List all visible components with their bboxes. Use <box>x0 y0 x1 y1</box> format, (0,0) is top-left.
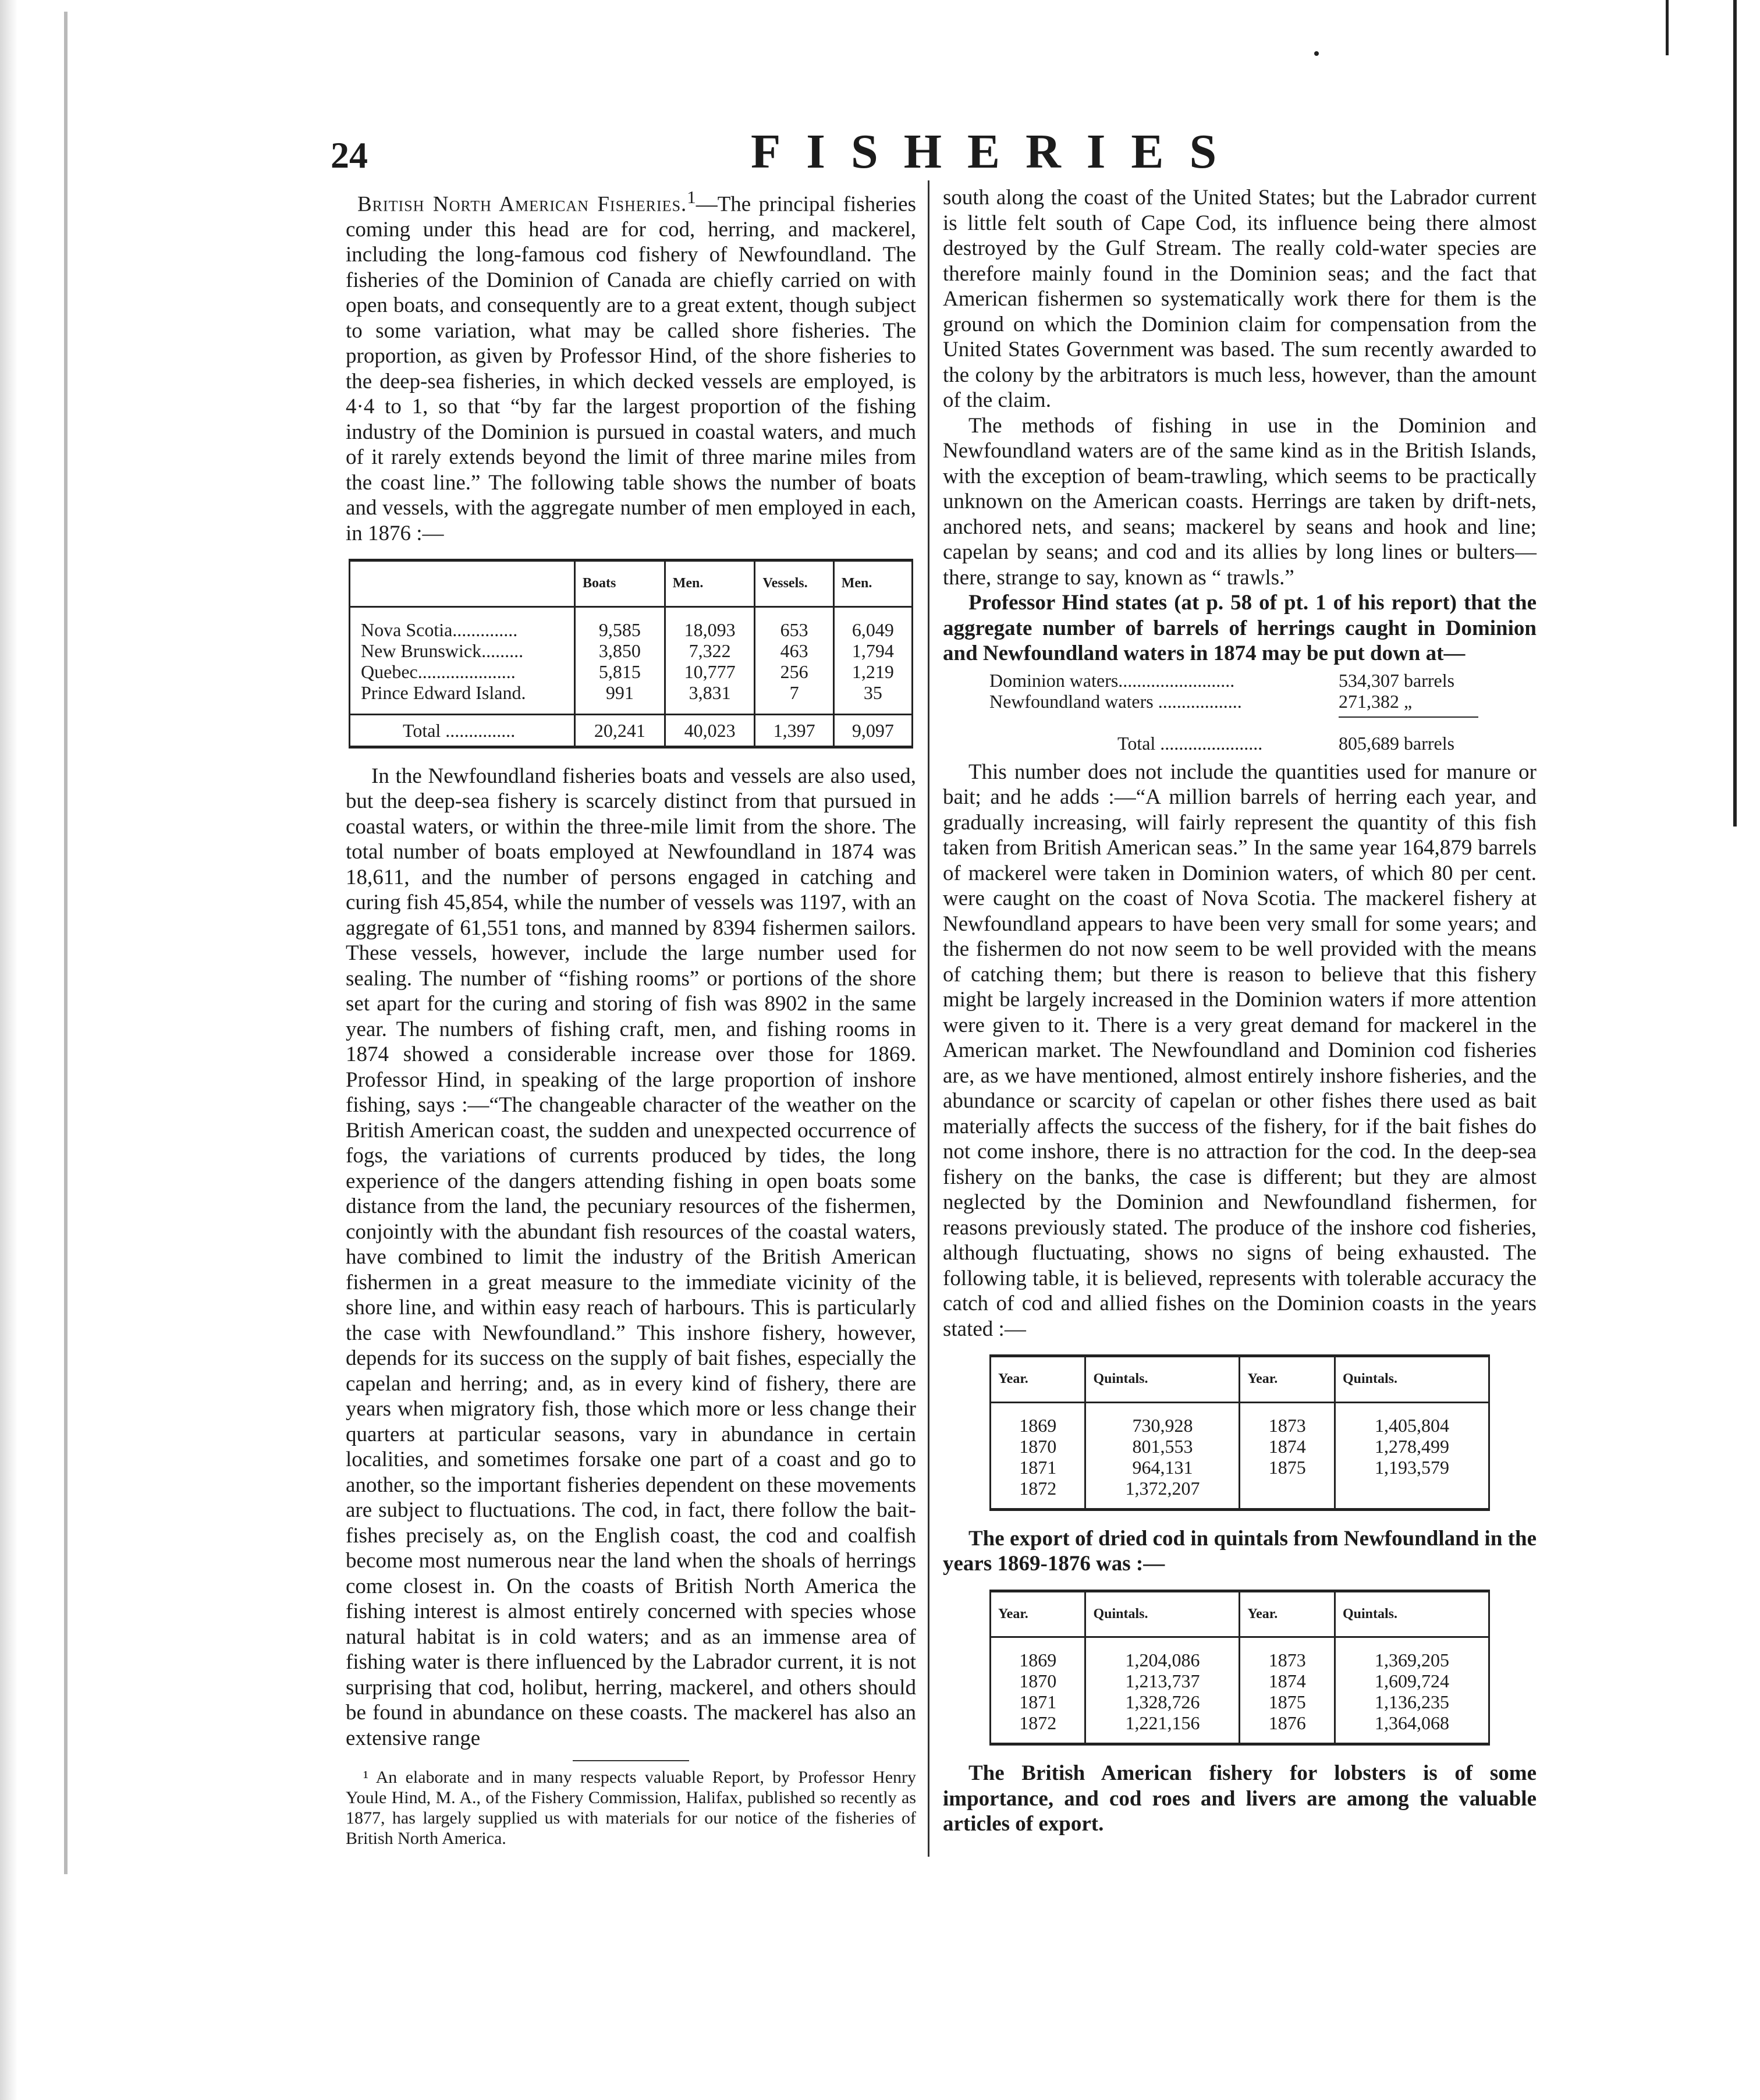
table-row <box>991 1457 1489 1478</box>
cell: 6,049 <box>833 606 912 640</box>
paragraph-lobsters: The British American fishery for lobsters is of some importance, and cod roes and livers are among the valuable articles of export. <box>943 1761 1537 1836</box>
cell: 3,831 <box>665 682 755 715</box>
table-row <box>991 1637 1489 1671</box>
cell: 35 <box>833 682 912 715</box>
quintals-cell: 964,131 <box>1085 1457 1240 1478</box>
paragraph-continued: south along the coast of the United States; but the Labrador current is little felt south of Cape Cod, its influence being there almost destroyed by the Gulf Stream. The really cold-water species are therefore mainly found in the Dominion seas; and the fact that American fishermen so systematically work there for them is the ground on which the Dominion claim for compensation from the United States Government was based. The sum recently awarded to the colony by the arbitrators is much less, however, than the amount of the claim. <box>943 186 1537 412</box>
quintals-cell: 1,213,737 <box>1085 1670 1240 1691</box>
herring-label: Newfoundland waters .................. <box>989 690 1242 712</box>
year-cell: 1875 <box>1240 1691 1335 1712</box>
table-row <box>350 606 913 640</box>
table-row <box>991 1478 1489 1510</box>
quintals-cell: 1,221,156 <box>1085 1712 1240 1744</box>
row-label: Quebec..................... <box>350 661 575 682</box>
cell: 463 <box>755 640 833 661</box>
row-label: Prince Edward Island. <box>350 682 575 715</box>
quintals-cell: 1,609,724 <box>1335 1670 1489 1691</box>
year-cell-empty <box>1240 1478 1335 1510</box>
cell: 9,585 <box>575 606 665 640</box>
table-row <box>991 1436 1489 1457</box>
table-row <box>350 661 913 682</box>
year-cell: 1869 <box>991 1637 1085 1671</box>
table-row <box>991 1712 1489 1744</box>
cell: 1,794 <box>833 640 912 661</box>
quintals-cell: 1,372,207 <box>1085 1478 1240 1510</box>
year-cell: 1872 <box>991 1712 1085 1744</box>
boats-vessels-table <box>349 559 913 749</box>
table-header-quintals: Quintals. <box>1085 1356 1240 1403</box>
total-cell: 1,397 <box>755 714 833 747</box>
table-total-row <box>350 714 913 747</box>
sum-rule <box>1339 716 1478 718</box>
paragraph-herrings: Professor Hind states (at p. 58 of pt. 1 of his report) that the aggregate number of barrels of herrings caught in Dominion and Newfoundland waters in 1874 may be put down at— <box>943 591 1537 665</box>
quintals-cell: 801,553 <box>1085 1436 1240 1457</box>
table-row <box>991 1402 1489 1436</box>
cell: 5,815 <box>575 661 665 682</box>
paragraph-export: The export of dried cod in quintals from Newfoundland in the years 1869-1876 was :— <box>943 1526 1537 1576</box>
quintals-cell: 1,369,205 <box>1335 1637 1489 1671</box>
herring-row <box>989 691 1537 712</box>
table-header-year: Year. <box>1240 1591 1335 1637</box>
table-header-vessels: Vessels. <box>755 561 833 607</box>
scan-speck <box>1314 51 1319 56</box>
cell: 18,093 <box>665 606 755 640</box>
dried-cod-export-table <box>989 1590 1490 1746</box>
quintals-cell: 1,136,235 <box>1335 1691 1489 1712</box>
quintals-cell: 1,278,499 <box>1335 1436 1489 1457</box>
year-cell: 1869 <box>991 1402 1085 1436</box>
quintals-cell: 1,328,726 <box>1085 1691 1240 1712</box>
paragraph-newfoundland: In the Newfoundland fisheries boats and vessels are also used, but the deep-sea fishery is scarcely distinct from that pursued in coastal waters, or within the three-mile limit from the shore. The total number of boats employed at Newfoundland in 1874 was 18,611, and the number of persons engaged in catching and curing fish 45,854, while the number of vessels was 1197, with an aggregate of 61,551 tons, and manned by 8394 fishermen sailors. These vessels, however, include the large number used for sealing. The number of “fishing rooms” or portions of the shore set apart for the curing and storing of fish was 8902 in the same year. The numbers of fishing craft, men, and fishing rooms in 1874 showed a considerable increase over those for 1869. Professor Hind, in speaking of the large proportion of inshore fishing, says :—“The changeable character of the weather on the British American coast, the sudden and unexpected occurrence of fogs, the variations of currents produced by tides, the long experience of the dangers attending fishing in open boats some distance from the land, the pecuniary resources of the fishermen, conjointly with the abundant fish resources of the coastal waters, have combined to limit the industry of the British American fishermen in a great measure to the immediate vicinity of the shore line, and within easy reach of harbours. This is particularly the case with Newfoundland.” This inshore fishery, however, depends for its success on the supply of bait fishes, especially the capelan and herring; and, as in every kind of fishery, there are years when migratory fish, those which more or less change their quarters at particular seasons, vary in abundance in certain localities, and sometimes forsake one part of a coast and go to another, so the important fisheries dependent on these movements are subject to fluctuations. The cod, in fact, there follow the bait-fishes precisely as, on the English coast, the cod and coalfish become most numerous near the land when the shoals of herrings come closest in. On the coasts of British North America the fishing interest is almost entirely concerned with species whose natural habitat is in cold waters; and as an immense area of fishing water is there influenced by the Labrador current, it is not surprising that cod, holibut, herring, mackerel, and others should be found in abundance on these coasts. The mackerel has also an extensive range <box>346 764 916 1750</box>
cell: 3,850 <box>575 640 665 661</box>
cell: 7 <box>755 682 833 715</box>
margin-rule <box>1733 0 1737 826</box>
herring-total-value: 805,689 barrels <box>1339 732 1455 754</box>
year-cell: 1876 <box>1240 1712 1335 1744</box>
margin-rule-short <box>1666 0 1669 55</box>
running-head: FISHERIES <box>751 125 1243 179</box>
cell: 256 <box>755 661 833 682</box>
footnote: ¹ An elaborate and in many respects valuable Report, by Professor Henry Youle Hind, M. A., of the Fishery Commission, Halifax, published so recently as 1877, has largely supplied us with materials for our notice of the fisheries of British North America. <box>346 1768 916 1849</box>
quintals-cell: 1,204,086 <box>1085 1637 1240 1671</box>
cell: 991 <box>575 682 665 715</box>
paragraph-mackerel-cod: This number does not include the quantities used for manure or bait; and he adds :—“A million barrels of herring each year, and gradually increasing, will fairly represent the quantity of this fish taken from British American seas.” In the same year 164,879 barrels of mackerel were taken in Dominion waters, of which 80 per cent. were caught on the coast of Nova Scotia. The mackerel fishery at Newfoundland appears to have been very small for some years; and the fishermen do not now seem to be well provided with the means of catching them; but there is reason to believe that this fishery might be largely increased in the Dominion waters if more attention were given to it. There is a very great demand for mackerel in the American market. The Newfoundland and Dominion cod fisheries are, as we have mentioned, almost entirely inshore fisheries, and the abundance or scarcity of capelan or other fishes there used as bait materially affects the success of the fishery, for if the bait fishes do not come inshore, there is no attraction for the cod. In the deep-sea fishery on the banks, the case is different; but they are almost neglected by the Dominion and Newfoundland fishermen, for reasons previously stated. The produce of the inshore cod fisheries, although fluctuating, shows no signs of being exhausted. The following table, it is believed, represents with tolerable accuracy the catch of cod and allied fishes on the Dominion coasts in the years stated :— <box>943 760 1537 1341</box>
herring-label: Dominion waters......................... <box>989 669 1235 691</box>
year-cell: 1870 <box>991 1670 1085 1691</box>
year-cell: 1875 <box>1240 1457 1335 1478</box>
herring-value: 534,307 barrels <box>1339 669 1455 691</box>
table-header-quintals: Quintals. <box>1335 1591 1489 1637</box>
cell: 653 <box>755 606 833 640</box>
table-header-year: Year. <box>991 1356 1085 1403</box>
year-cell: 1871 <box>991 1457 1085 1478</box>
row-label: Nova Scotia.............. <box>350 606 575 640</box>
table-header-blank <box>350 561 575 607</box>
row-label: New Brunswick......... <box>350 640 575 661</box>
year-cell: 1874 <box>1240 1670 1335 1691</box>
section-heading: British North American Fisheries. <box>357 192 687 217</box>
quintals-cell: 1,193,579 <box>1335 1457 1489 1478</box>
table-header-year: Year. <box>991 1591 1085 1637</box>
table-header-boats: Boats <box>575 561 665 607</box>
year-cell: 1872 <box>991 1478 1085 1510</box>
cod-catch-table <box>989 1354 1490 1511</box>
paragraph-methods: The methods of fishing in use in the Dominion and Newfoundland waters are of the same kind as in the British Islands, with the exception of beam-trawling, which seems to be practically unknown on the American coasts. Herrings are taken by drift-nets, anchored nets, and seans; mackerel by seans and hook and line; capelan by seans; and cod and its allies by long lines or bulters—there, strange to say, known as “ trawls.” <box>943 413 1537 590</box>
column-divider <box>928 180 929 1857</box>
year-cell: 1873 <box>1240 1402 1335 1436</box>
table-header-quintals: Quintals. <box>1085 1591 1240 1637</box>
table-row <box>350 682 913 715</box>
scan-edge <box>0 0 17 2100</box>
page-number: 24 <box>331 134 368 176</box>
year-cell: 1873 <box>1240 1637 1335 1671</box>
right-column <box>943 185 1537 1837</box>
herring-total-label: Total ...................... <box>1117 732 1263 754</box>
table-row <box>991 1670 1489 1691</box>
herring-row <box>989 670 1537 691</box>
year-cell: 1871 <box>991 1691 1085 1712</box>
year-cell: 1870 <box>991 1436 1085 1457</box>
paragraph-intro-body: —The principal fisheries coming under this head are for cod, herring, and mackerel, including the long-famous cod fishery of Newfoundland. The fisheries of the Dominion of Canada are chiefly carried on with open boats, and consequently are to a great extent, though subject to some variation, what may be called shore fisheries. The proportion, as given by Professor Hind, of the shore fisheries to the deep-sea fisheries, in which decked vessels are employed, is 4·4 to 1, so that “by far the largest proportion of the fishing industry of the Dominion is pursued in coastal waters, and much of it rarely extends beyond the limit of three marine miles from the coast line.” The following table shows the number of boats and vessels, with the aggregate number of men employed in each, in 1876 :— <box>346 192 916 545</box>
quintals-cell: 1,405,804 <box>1335 1402 1489 1436</box>
table-header-men-vessels: Men. <box>833 561 912 607</box>
table-row <box>350 640 913 661</box>
total-cell: 9,097 <box>833 714 912 747</box>
binding-shadow <box>64 12 68 1874</box>
total-label: Total ............... <box>350 714 575 747</box>
total-cell: 20,241 <box>575 714 665 747</box>
table-header-quintals: Quintals. <box>1335 1356 1489 1403</box>
herring-statement <box>989 670 1537 754</box>
herring-value: 271,382 „ <box>1339 690 1413 712</box>
quintals-cell: 1,364,068 <box>1335 1712 1489 1744</box>
quintals-cell-empty <box>1335 1478 1489 1510</box>
cell: 10,777 <box>665 661 755 682</box>
year-cell: 1874 <box>1240 1436 1335 1457</box>
total-cell: 40,023 <box>665 714 755 747</box>
left-column <box>346 185 916 1849</box>
table-row <box>991 1691 1489 1712</box>
cell: 1,219 <box>833 661 912 682</box>
footnote-marker: 1 <box>687 187 696 207</box>
footnote-rule <box>573 1760 689 1761</box>
table-header-year: Year. <box>1240 1356 1335 1403</box>
table-header-men: Men. <box>665 561 755 607</box>
quintals-cell: 730,928 <box>1085 1402 1240 1436</box>
cell: 7,322 <box>665 640 755 661</box>
paragraph-intro <box>346 185 916 546</box>
herring-total-row <box>1117 733 1537 754</box>
